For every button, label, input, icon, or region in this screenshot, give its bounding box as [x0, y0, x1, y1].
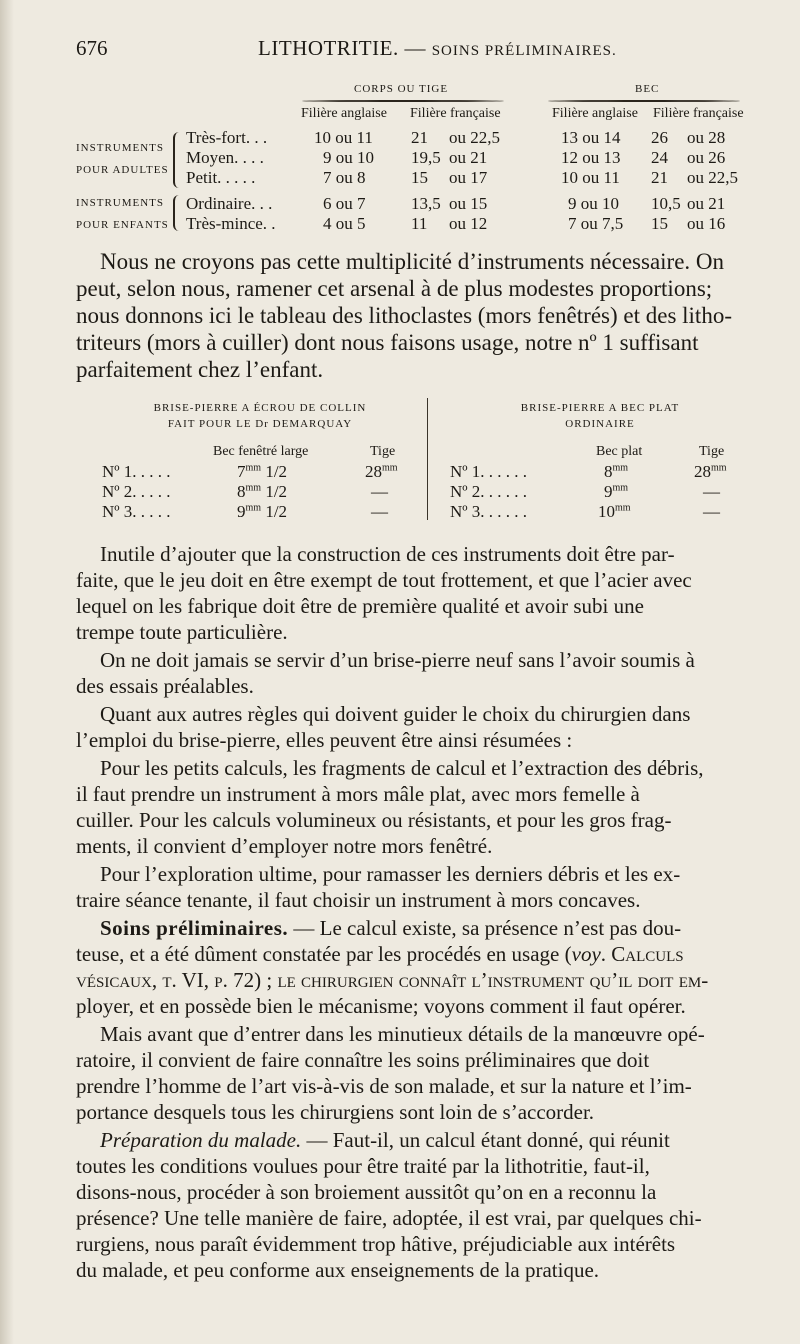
paragraph-line: Mais avant que d’entrer dans les minutieux détails de la manœuvre opé- [100, 1022, 705, 1046]
cell-bec-anglaise: 9 ou 10 [568, 194, 619, 213]
left-table-title-2: FAIT POUR LE Dr DEMARQUAY [167, 418, 353, 430]
left-row-tige: $28^{mm}$ [365, 462, 398, 481]
right-row-number: Nº 3. . . . . . [450, 502, 528, 521]
right-row-number: Nº 1. . . . . . [450, 462, 528, 481]
paragraph-line: lequel on les fabrique doit être de première qualité et avoir subi une [76, 594, 644, 618]
cell-corps-francaise-alt: ou 15 [449, 194, 488, 213]
row-label: Moyen. . . . [186, 148, 264, 167]
section-soins-text: — Le calcul existe, sa présence n’est pas dou- [288, 916, 682, 940]
paragraph-line: Nous ne croyons pas cette multiplicité d’instruments nécessaire. On [100, 249, 725, 274]
group-label-adults-1: INSTRUMENTS [76, 142, 165, 154]
row-label: Ordinaire. . . [186, 194, 273, 213]
group-label-children-2: POUR ENFANTS [76, 219, 169, 231]
left-row-number: Nº 3. . . . . [102, 502, 171, 521]
paragraph-line: ratoire, il convient de faire connaître les soins préliminaires que doit [76, 1048, 650, 1072]
cell-bec-francaise-alt: ou 22,5 [687, 168, 738, 187]
col-header-francaise-corps: Filière française [410, 106, 501, 121]
running-dash: — [404, 36, 426, 60]
cell-corps-anglaise: 10 ou 11 [314, 128, 373, 147]
paragraph-line: disons-nous, procéder à son broiement aussitôt qu’on en a reconnu la [76, 1180, 657, 1204]
cell-corps-francaise: 15 [411, 168, 428, 187]
left-row-tige: — [371, 502, 388, 521]
paragraph-line: du malade, et peu conforme aux enseignements de la pratique. [76, 1258, 600, 1282]
paragraph-line: portance desquels tous les chirurgiens sont loin de s’accorder. [76, 1100, 595, 1124]
section-preparation-line [100, 1128, 755, 1153]
paragraph-line: parfaitement chez l’enfant. [76, 357, 324, 382]
cell-corps-francaise: 19,5 [411, 148, 441, 167]
cell-bec-francaise: 10,5 [651, 194, 681, 213]
paragraph-line: rurgiens, nous paraît évidemment trop hâtive, préjudiciable aux intérêts [76, 1232, 676, 1256]
section-heading-soins: Soins préliminaires. [100, 916, 289, 940]
paragraph-line: présence? Une telle manière de faire, adoptée, il est vrai, par quelques chi- [76, 1206, 702, 1230]
cell-corps-francaise: 11 [411, 214, 428, 233]
col-header-francaise-bec: Filière française [653, 106, 744, 121]
cell-corps-francaise-alt: ou 21 [449, 148, 488, 167]
page-gutter-shadow [0, 0, 14, 1344]
left-row-tige: — [371, 482, 388, 501]
paragraph-line: ments, il convient d’employer notre mors fenêtré. [76, 834, 493, 858]
paragraph-line: Inutile d’ajouter que la construction de ces instruments doit être par- [100, 542, 675, 566]
cell-bec-francaise: 26 [651, 128, 668, 147]
paragraph-line: nous donnons ici le tableau des lithoclastes (mors fenêtrés) et des litho- [76, 303, 732, 328]
page-number: 676 [76, 36, 108, 60]
cell-corps-francaise-alt: ou 17 [449, 168, 488, 187]
col-header-anglaise-bec: Filière anglaise [552, 106, 638, 121]
left-table-title-1: BRISE-PIERRE A ÉCROU DE COLLIN [153, 402, 367, 414]
section-soins-line [100, 916, 755, 941]
cell-bec-anglaise: 10 ou 11 [561, 168, 620, 187]
paragraph-line: toutes les conditions voulues pour être traité par la lithotritie, faut-il, [76, 1154, 650, 1178]
smallcaps-span: . Calculs [600, 942, 684, 966]
paragraph-line: vésicaux, t. VI, p. 72) ; le chirurgien connaît l’instrument qu’il doit em- [76, 968, 709, 992]
right-row-value: $10^{mm}$ [598, 502, 631, 521]
paragraph-line: ployer, et en possède bien le mécanisme; voyons comment il faut opérer. [76, 994, 686, 1018]
cell-bec-francaise: 24 [651, 148, 668, 167]
text-span: — Faut-il, un calcul étant donné, qui réunit [301, 1128, 670, 1152]
brace-children [173, 195, 179, 231]
text-span: teuse, et a été dûment constatée par les procédés en usage ( [76, 942, 572, 966]
right-row-tige: $28^{mm}$ [694, 462, 727, 481]
brace-adults [173, 132, 179, 188]
row-label: Très-fort. . . [186, 128, 268, 147]
italic-span: voy [571, 942, 601, 966]
cell-corps-anglaise: 7 ou 8 [323, 168, 366, 187]
paragraph-line: des essais préalables. [76, 674, 254, 698]
right-table-title-1: BRISE-PIERRE A BEC PLAT [520, 402, 680, 414]
cell-bec-anglaise: 12 ou 13 [561, 148, 621, 167]
left-row-value: $7^{mm}$ 1/2 [237, 462, 288, 481]
cell-corps-francaise-alt: ou 12 [449, 214, 488, 233]
paragraph-line: cuiller. Pour les calculs volumineux ou résistants, et pour les gros frag- [76, 808, 672, 832]
right-row-value: $9^{mm}$ [604, 482, 629, 501]
cell-corps-anglaise: 4 ou 5 [323, 214, 366, 233]
cell-bec-francaise-alt: ou 16 [687, 214, 726, 233]
cell-bec-anglaise: 13 ou 14 [561, 128, 621, 147]
cell-corps-anglaise: 9 ou 10 [323, 148, 374, 167]
right-row-tige: — [703, 482, 720, 501]
group-rule-bec [548, 100, 740, 102]
section-heading-preparation: Préparation du malade. [100, 1128, 302, 1152]
left-col-tige-header: Tige [370, 444, 396, 459]
paragraph-line: Pour l’exploration ultime, pour ramasser les derniers débris et les ex- [100, 862, 681, 886]
right-row-tige: — [703, 502, 720, 521]
right-table-title-2: ORDINAIRE [565, 418, 635, 430]
cell-bec-francaise: 15 [651, 214, 668, 233]
group-rule-corps [302, 100, 504, 102]
cell-bec-francaise-alt: ou 28 [687, 128, 726, 147]
paragraph-line: trempe toute particulière. [76, 620, 288, 644]
group-header-bec: BEC [635, 83, 660, 95]
left-row-value: $9^{mm}$ 1/2 [237, 502, 288, 521]
cell-bec-francaise-alt: ou 26 [687, 148, 726, 167]
paragraph-line: Pour les petits calculs, les fragments de calcul et l’extraction des débris, [100, 756, 704, 780]
cell-bec-francaise-alt: ou 21 [687, 194, 726, 213]
left-row-number: Nº 1. . . . . [102, 462, 171, 481]
cell-corps-anglaise: 6 ou 7 [323, 194, 366, 213]
running-header [258, 36, 617, 61]
paragraph-line: il faut prendre un instrument à mors mâle plat, avec mors femelle à [76, 782, 640, 806]
running-title: LITHOTRITIE. [258, 36, 399, 60]
paragraph-line: triteurs (mors à cuiller) dont nous faisons usage, notre nº 1 suffisant [76, 330, 699, 355]
left-row-value: $8^{mm}$ 1/2 [237, 482, 288, 501]
cell-bec-francaise: 21 [651, 168, 668, 187]
paragraph-line: traire séance tenante, il faut choisir un instrument à mors concaves. [76, 888, 641, 912]
paragraph-line: Quant aux autres règles qui doivent guider le choix du chirurgien dans [100, 702, 691, 726]
row-label: Très-mince. . [186, 214, 276, 233]
right-col-bec-header: Bec plat [596, 444, 643, 459]
cell-corps-francaise: 13,5 [411, 194, 441, 213]
right-row-value: $8^{mm}$ [604, 462, 629, 481]
paragraph-line: peut, selon nous, ramener cet arsenal à de plus modestes proportions; [76, 276, 713, 301]
table-divider [427, 398, 428, 520]
left-row-number: Nº 2. . . . . [102, 482, 171, 501]
paragraph-line [76, 942, 755, 967]
paragraph-line: faite, que le jeu doit en être exempt de tout frottement, et que l’acier avec [76, 568, 692, 592]
col-header-anglaise-corps: Filière anglaise [301, 106, 387, 121]
paragraph-line: On ne doit jamais se servir d’un brise-pierre neuf sans l’avoir soumis à [100, 648, 695, 672]
group-label-children-1: INSTRUMENTS [76, 197, 165, 209]
right-row-number: Nº 2. . . . . . [450, 482, 528, 501]
cell-bec-anglaise: 7 ou 7,5 [568, 214, 624, 233]
cell-corps-francaise: 21 [411, 128, 428, 147]
right-col-tige-header: Tige [699, 444, 725, 459]
cell-corps-francaise-alt: ou 22,5 [449, 128, 500, 147]
paragraph-line: l’emploi du brise-pierre, elles peuvent être ainsi résumées : [76, 728, 573, 752]
left-col-bec-header: Bec fenêtré large [213, 444, 309, 459]
row-label: Petit. . . . . [186, 168, 256, 187]
group-label-adults-2: POUR ADULTES [76, 164, 169, 176]
paragraph-line: prendre l’homme de l’art vis-à-vis de son malade, et sur la nature et l’im- [76, 1074, 692, 1098]
running-subtitle: SOINS PRÉLIMINAIRES. [431, 43, 617, 59]
group-header-corps: CORPS OU TIGE [354, 83, 449, 95]
